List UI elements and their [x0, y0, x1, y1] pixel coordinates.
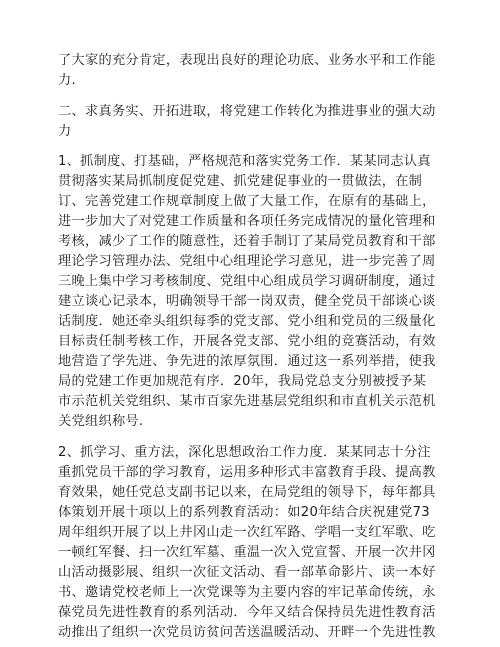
- text-line: 葆党员先进性教育的系列活动．今年又结合保持员先进性教育活: [58, 605, 436, 620]
- text-line: 理论学习管理办法、党组中心组理论学习意见，进一步完善了周: [58, 254, 436, 269]
- text-line: 重抓党员干部的学习教育，运用多种形式丰富教育手段、提高教: [58, 465, 436, 480]
- text-line: 话制度．她还牵头组织每季的党支部、党小组和党员的三级量化: [58, 314, 436, 329]
- text-line: 局的党建工作更加规范有序．20年，我局党总支分别被授予某: [58, 374, 427, 389]
- text-line: 考核，减少了工作的随意性，还着手制订了某局党员教育和干部: [58, 234, 436, 249]
- section-heading: 力: [58, 124, 72, 139]
- text-line: 体策划开展十项以上的系列教育活动：如20年结合庆祝建党73: [58, 505, 430, 520]
- text-line: 育效果，她任党总支副书记以来，在局党组的领导下，每年都具: [58, 485, 436, 500]
- text-line: 动推出了组织一次党员访贫问苦送温暖活动、开畔一个先进性教: [58, 625, 436, 640]
- text-line: 贯彻落实某局抓制度促党建、抓党建促事业的一贯做法，在制: [58, 174, 423, 189]
- text-line: 地营造了学先进、争先进的浓厚氛围．通过这一系列举措，使我: [58, 354, 436, 369]
- text-line: 山活动摄影展、组织一次征文活动、看一部革命影片、读一本好: [58, 565, 436, 580]
- text-line: 市示范机关党组织、某市百家先进基层党组织和市直机关示范机: [58, 394, 436, 409]
- text-line: 1、抓制度、打基础，严格规范和落实党务工作．某某同志认真: [58, 154, 431, 169]
- text-line: 周年组织开展了以上井冈山走一次红军路、学唱一支红军歌、吃: [58, 525, 436, 540]
- text-line: 订、完善党建工作规章制度上做了大量工作，在原有的基础上，: [58, 194, 436, 209]
- text-line: 了大家的充分肯定，表现出良好的理论功底、业务水平和工作能: [58, 53, 436, 68]
- section-heading: 二、求真务实、开拓进取，将党建工作转化为推进事业的强大动: [58, 104, 436, 119]
- text-line: 关党组织称号.: [58, 414, 144, 429]
- text-line: 2、抓学习、重方法，深化思想政治工作力度．某某同志十分注: [58, 445, 431, 460]
- text-line: 一顿红军餐、扫一次红军墓、重温一次入党宣誓、开展一次井冈: [58, 545, 436, 560]
- text-line: 进一步加大了对党建工作质量和各项任务完成情况的量化管理和: [58, 214, 436, 229]
- text-line: 三晚上集中学习考核制度、党组中心组成员学习调研制度，通过: [58, 274, 436, 289]
- text-line: 目标责任制考核工作，开展各党支部、党小组的竞赛活动，有效: [58, 334, 436, 349]
- text-line: 建立谈心记录本，明确领导干部一岗双责，健全党员干部谈心谈: [58, 294, 436, 309]
- text-line: 力.: [58, 73, 76, 88]
- text-line: 书、邀请党校老师上一次党课等为主要内容的牢记革命传统，永: [58, 585, 436, 600]
